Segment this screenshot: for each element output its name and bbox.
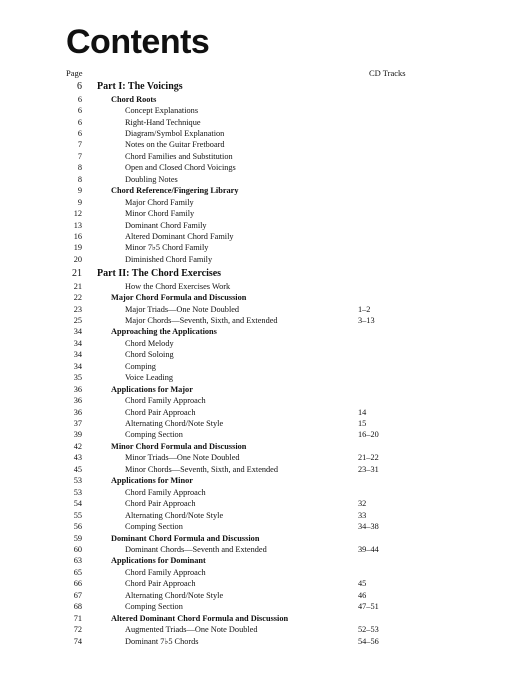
toc-part-heading — [0, 81, 525, 93]
toc-page-number: 6 — [77, 106, 82, 116]
toc-page-number: 53 — [73, 487, 82, 497]
toc-entry — [0, 151, 525, 163]
toc-page-number: 9 — [77, 197, 82, 207]
toc-entry-title: Major Chords—Seventh, Sixth, and Extended — [125, 315, 278, 325]
toc-page-number: 37 — [73, 419, 82, 428]
toc-entry — [0, 315, 525, 327]
toc-cd-tracks: 47–51 — [358, 602, 379, 612]
toc-entry — [0, 429, 525, 441]
toc-page-number: 43 — [73, 453, 82, 463]
toc-entry — [0, 395, 525, 407]
toc-entry — [0, 624, 525, 636]
toc-entry-title: Augmented Triads—One Note Doubled — [125, 625, 258, 635]
toc-page-number: 7 — [77, 151, 82, 161]
toc-entry-title: Chord Melody — [125, 338, 174, 348]
toc-entry-title: Chord Pair Approach — [125, 579, 196, 589]
toc-entry-title: Right-Hand Technique — [125, 117, 201, 127]
toc-page-number: 54 — [73, 499, 82, 509]
toc-entry-title: Dominant 7♭5 Chords — [125, 636, 199, 646]
toc-page-number: 21 — [72, 268, 82, 279]
toc-cd-tracks: 21–22 — [358, 453, 379, 463]
toc-page-number: 6 — [77, 81, 82, 92]
toc-section-heading — [0, 533, 525, 545]
toc-page-number: 34 — [73, 350, 82, 360]
toc-entry — [0, 372, 525, 384]
toc-entry — [0, 521, 525, 533]
toc-page-number: 22 — [73, 293, 82, 303]
toc-page-number: 13 — [73, 220, 82, 230]
toc-entry-title: Comping Section — [125, 522, 183, 532]
toc-page-number: 35 — [73, 373, 82, 383]
toc-cd-tracks: 15 — [358, 419, 367, 428]
toc-page-number: 36 — [73, 384, 82, 394]
toc-entry — [0, 464, 525, 476]
toc-page-number: 74 — [73, 636, 82, 646]
toc-entry — [0, 487, 525, 499]
toc-cd-tracks: 52–53 — [358, 625, 379, 635]
toc-entry-title: Minor Chord Family — [125, 209, 195, 219]
toc-entry — [0, 510, 525, 522]
page-title: Contents — [66, 23, 210, 61]
toc-entry — [0, 498, 525, 510]
toc-page-number: 21 — [73, 281, 82, 291]
toc-page-number: 66 — [73, 579, 82, 589]
toc-entry-title: Chord Family Approach — [125, 487, 206, 497]
toc-entry-title: Part I: The Voicings — [97, 81, 183, 92]
toc-page-number: 56 — [73, 522, 82, 532]
toc-entry-title: Concept Explanations — [125, 106, 199, 116]
toc-cd-tracks: 23–31 — [358, 464, 379, 474]
toc-page-number: 45 — [73, 464, 82, 474]
toc-entry — [0, 349, 525, 361]
toc-entry-title: Chord Pair Approach — [125, 407, 196, 417]
toc-page-number: 42 — [73, 441, 82, 451]
toc-page-number: 7 — [77, 140, 82, 150]
toc-section-heading — [0, 555, 525, 567]
toc-entry-title: Alternating Chord/Note Style — [125, 590, 224, 600]
toc-cd-tracks: 54–56 — [358, 636, 379, 646]
toc-entry-title: Doubling Notes — [125, 174, 178, 184]
toc-cd-tracks: 45 — [358, 579, 367, 589]
toc-page-number: 67 — [73, 590, 82, 600]
toc-entry — [0, 197, 525, 209]
toc-section-heading — [0, 384, 525, 396]
toc-page-number: 34 — [73, 327, 82, 337]
toc-entry — [0, 208, 525, 220]
toc-entry-title: Comping Section — [125, 430, 183, 440]
toc-part-heading — [0, 268, 525, 280]
toc-entry-title: Major Triads—One Note Doubled — [125, 304, 240, 314]
toc-page-number: 34 — [73, 361, 82, 371]
toc-page-number: 39 — [73, 430, 82, 440]
toc-entry-title: Minor Chord Formula and Discussion — [111, 441, 247, 451]
page-column-header: Page — [66, 68, 83, 78]
cd-tracks-column-header: CD Tracks — [369, 68, 406, 78]
toc-page-number: 65 — [73, 567, 82, 577]
toc-entry — [0, 254, 525, 266]
toc-entry — [0, 590, 525, 602]
toc-entry-title: Voice Leading — [125, 373, 173, 383]
toc-page-number: 68 — [73, 602, 82, 612]
toc-entry-title: Minor 7♭5 Chord Family — [125, 243, 209, 253]
toc-page-number: 6 — [77, 117, 82, 127]
toc-cd-tracks: 1–2 — [358, 304, 371, 314]
toc-cd-tracks: 34–38 — [358, 522, 379, 532]
toc-page-number: 59 — [73, 533, 82, 543]
toc-entry-title: Dominant Chord Formula and Discussion — [111, 533, 260, 543]
toc-entry-title: Dominant Chords—Seventh and Extended — [125, 544, 267, 554]
toc-entry-title: Applications for Major — [111, 384, 193, 394]
toc-page-number: 6 — [77, 94, 82, 104]
toc-entry-title: Alternating Chord/Note Style — [125, 419, 224, 428]
toc-section-heading — [0, 613, 525, 625]
toc-page-number: 71 — [73, 613, 82, 623]
toc-entry — [0, 361, 525, 373]
toc-entry — [0, 231, 525, 243]
toc-section-heading — [0, 326, 525, 338]
toc-entry — [0, 578, 525, 590]
toc-entry — [0, 242, 525, 254]
toc-entry — [0, 162, 525, 174]
toc-entry-title: Approaching the Applications — [111, 327, 217, 337]
toc-page-number: 12 — [73, 209, 82, 219]
toc-entry — [0, 117, 525, 129]
toc-page-number: 36 — [73, 407, 82, 417]
toc-entry-title: Chord Roots — [111, 94, 157, 104]
toc-page-number: 63 — [73, 556, 82, 566]
toc-page-number: 55 — [73, 510, 82, 520]
toc-page-number: 8 — [77, 174, 82, 184]
toc-entry — [0, 418, 525, 430]
toc-entry — [0, 105, 525, 117]
toc-entry — [0, 281, 525, 293]
toc-entry — [0, 304, 525, 316]
toc-entry-title: Comping Section — [125, 602, 183, 612]
toc-entry-title: Chord Pair Approach — [125, 499, 196, 509]
toc-entry-title: Diagram/Symbol Explanation — [125, 128, 225, 138]
toc-page-number: 6 — [77, 128, 82, 138]
toc-entry-title: Altered Dominant Chord Formula and Discussion — [111, 613, 289, 623]
toc-section-heading — [0, 94, 525, 106]
toc-entry — [0, 174, 525, 186]
toc-entry-title: Comping — [125, 361, 156, 371]
toc-page-number: 19 — [73, 243, 82, 253]
toc-entry-title: Chord Reference/Fingering Library — [111, 186, 239, 196]
toc-section-heading — [0, 441, 525, 453]
toc-cd-tracks: 3–13 — [358, 315, 375, 325]
toc-entry — [0, 601, 525, 613]
toc-section-heading — [0, 475, 525, 487]
toc-entry-title: Minor Chords—Seventh, Sixth, and Extended — [125, 464, 279, 474]
toc-page-number: 53 — [73, 476, 82, 486]
toc-entry-title: Notes on the Guitar Fretboard — [125, 140, 225, 150]
toc-entry — [0, 139, 525, 151]
toc-entry — [0, 452, 525, 464]
toc-cd-tracks: 32 — [358, 499, 367, 509]
toc-entry-title: Altered Dominant Chord Family — [125, 232, 234, 241]
toc-cd-tracks: 16–20 — [358, 430, 379, 440]
toc-page-number: 60 — [73, 544, 82, 554]
toc-entry-title: Open and Closed Chord Voicings — [125, 163, 236, 173]
toc-section-heading — [0, 185, 525, 197]
toc-entry-title: Part II: The Chord Exercises — [97, 268, 222, 279]
toc-entry-title: Chord Soloing — [125, 350, 174, 360]
toc-entry-title: How the Chord Exercises Work — [125, 281, 231, 291]
toc-page-number: 8 — [77, 163, 82, 173]
toc-entry-title: Alternating Chord/Note Style — [125, 510, 224, 520]
toc-page-number: 36 — [73, 396, 82, 406]
toc-entry-title: Chord Family Approach — [125, 396, 206, 406]
toc-entry — [0, 220, 525, 232]
toc-entry-title: Applications for Dominant — [111, 556, 206, 566]
toc-page-number: 20 — [73, 254, 82, 264]
toc-entry-title: Dominant Chord Family — [125, 220, 207, 230]
toc-page-number: 25 — [73, 315, 82, 325]
toc-entry-title: Applications for Minor — [111, 476, 193, 486]
toc-page-number: 72 — [73, 625, 82, 635]
toc-entry-title: Major Chord Formula and Discussion — [111, 293, 247, 303]
toc-section-heading — [0, 292, 525, 304]
toc-page-number: 9 — [77, 186, 82, 196]
toc-entry-title: Minor Triads—One Note Doubled — [125, 453, 240, 463]
toc-page-number: 23 — [73, 304, 82, 314]
toc-page-number: 34 — [73, 338, 82, 348]
toc-entry-title: Major Chord Family — [125, 197, 194, 207]
toc-cd-tracks: 46 — [358, 590, 367, 600]
toc-cd-tracks: 39–44 — [358, 544, 379, 554]
toc-entry-title: Chord Families and Substitution — [125, 151, 233, 161]
toc-entry — [0, 128, 525, 140]
toc-entry-title: Chord Family Approach — [125, 567, 206, 577]
toc-cd-tracks: 14 — [358, 407, 367, 417]
toc-entry — [0, 567, 525, 579]
toc-entry — [0, 544, 525, 556]
toc-entry — [0, 338, 525, 350]
toc-entry — [0, 636, 525, 648]
toc-entry-title: Diminished Chord Family — [125, 254, 213, 264]
toc-entry — [0, 407, 525, 419]
toc-page-number: 16 — [73, 232, 82, 241]
toc-cd-tracks: 33 — [358, 510, 367, 520]
